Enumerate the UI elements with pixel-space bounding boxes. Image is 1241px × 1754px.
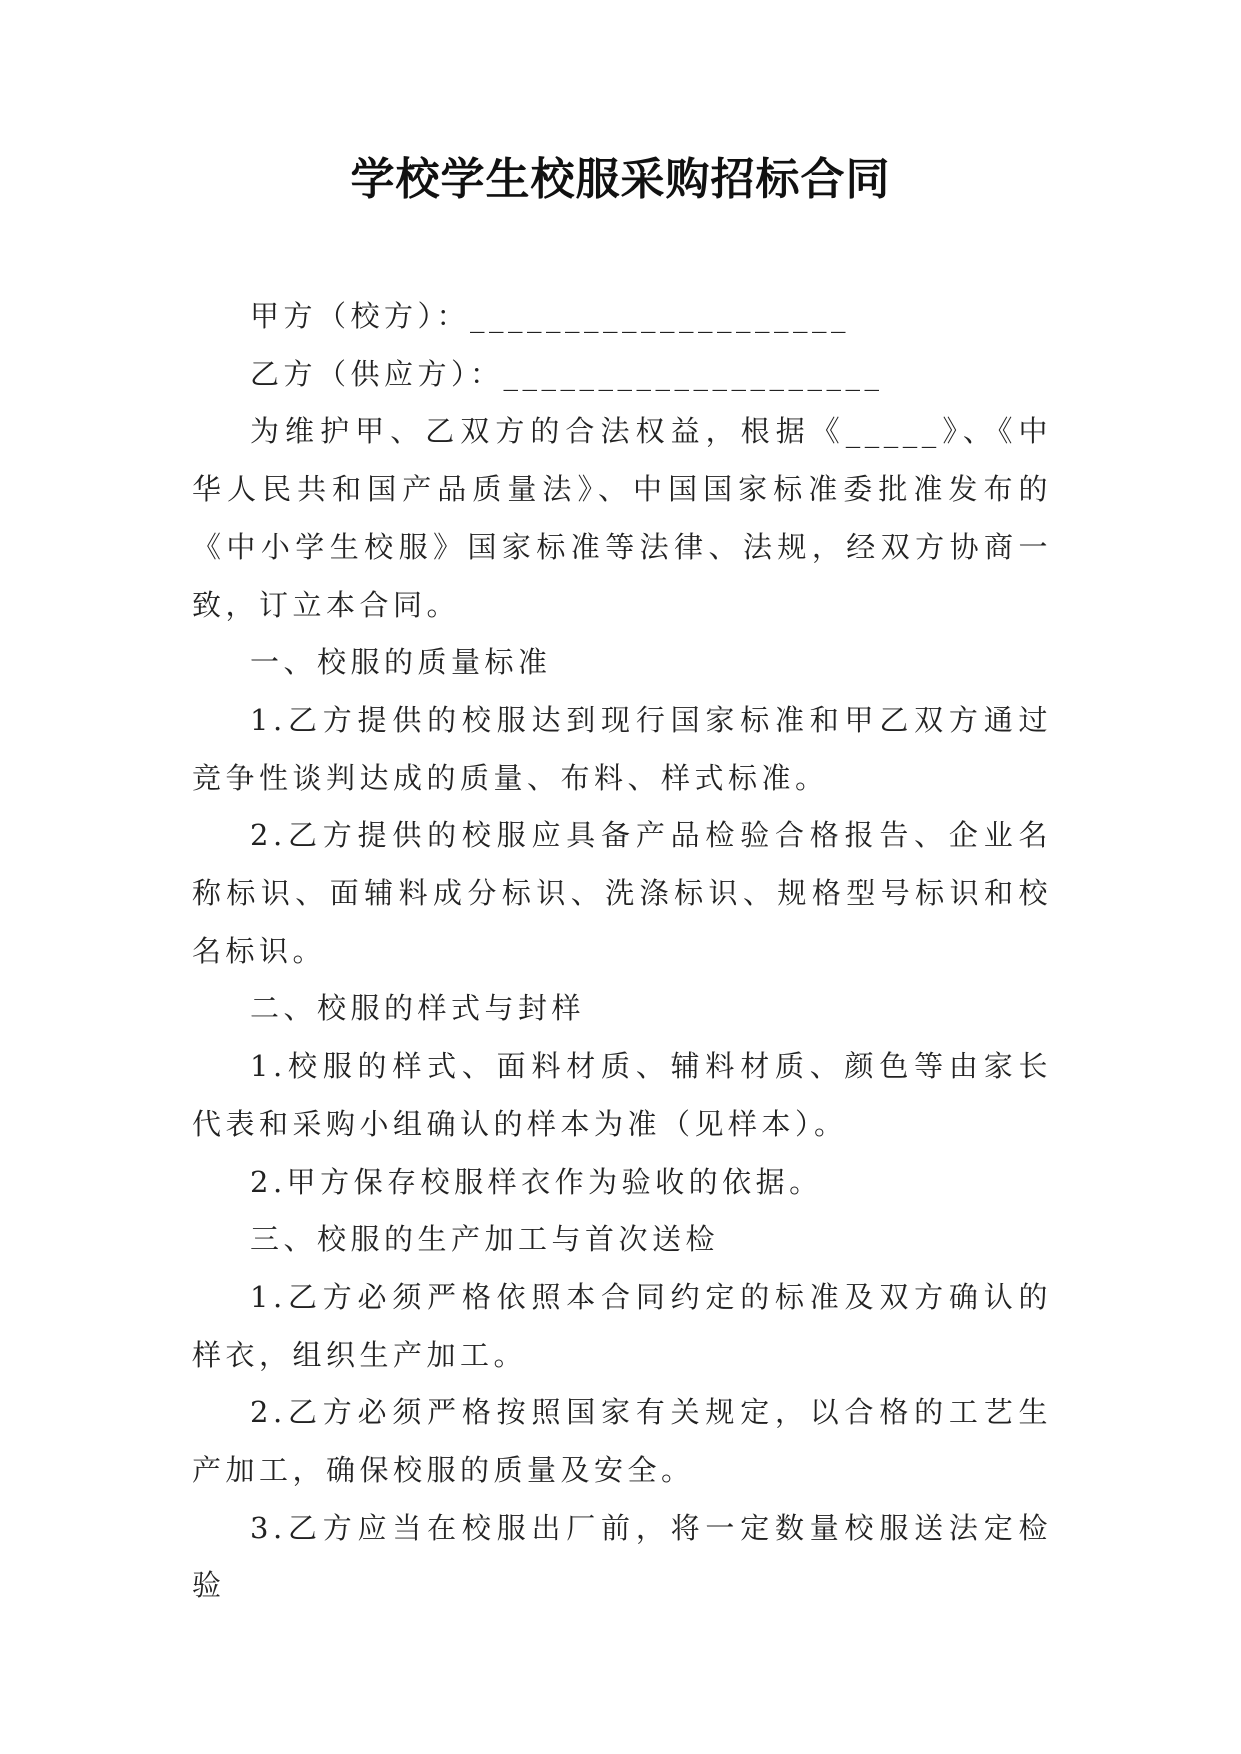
section-heading-1: 一、校服的质量标准 bbox=[250, 645, 552, 680]
preamble-paragraph: 为维护甲、乙双方的合法权益，根据《_____》、《中华人民共和国产品质量法》、中国国家标准委批准发布的《中小学生校服》国家标准等法律、法规，经双方协商一致，订立本合同。 bbox=[192, 414, 1052, 622]
party-b-line: 乙方（供应方）：____________________ bbox=[250, 356, 884, 391]
clause-2-1: 1.校服的样式、面料材质、辅料材质、颜色等由家长代表和采购小组确认的样本为准（见样本）。 bbox=[192, 1049, 1052, 1141]
clause-3-3: 3.乙方应当在校服出厂前，将一定数量校服送法定检验 bbox=[192, 1510, 1052, 1603]
clause-3-1: 1.乙方必须严格依照本合同约定的标准及双方确认的样衣，组织生产加工。 bbox=[192, 1279, 1052, 1372]
document-body bbox=[192, 288, 1052, 1615]
section-heading-2: 二、校服的样式与封样 bbox=[250, 991, 586, 1026]
section-heading-3: 三、校服的生产加工与首次送检 bbox=[250, 1222, 720, 1257]
document-title: 学校学生校服采购招标合同 bbox=[350, 154, 891, 205]
party-a-line: 甲方（校方）：____________________ bbox=[250, 299, 851, 333]
clause-3-2: 2.乙方必须严格按照国家有关规定，以合格的工艺生产加工，确保校服的质量及安全。 bbox=[192, 1395, 1052, 1488]
clause-2-2: 2.甲方保存校服样衣作为验收的依据。 bbox=[250, 1164, 823, 1199]
clause-1-2: 2.乙方提供的校服应具备产品检验合格报告、企业名称标识、面辅料成分标识、洗涤标识、规格型号标识和校名标识。 bbox=[192, 818, 1052, 968]
clause-1-1: 1.乙方提供的校服达到现行国家标准和甲乙双方通过竞争性谈判达成的质量、布料、样式标准。 bbox=[192, 702, 1052, 795]
